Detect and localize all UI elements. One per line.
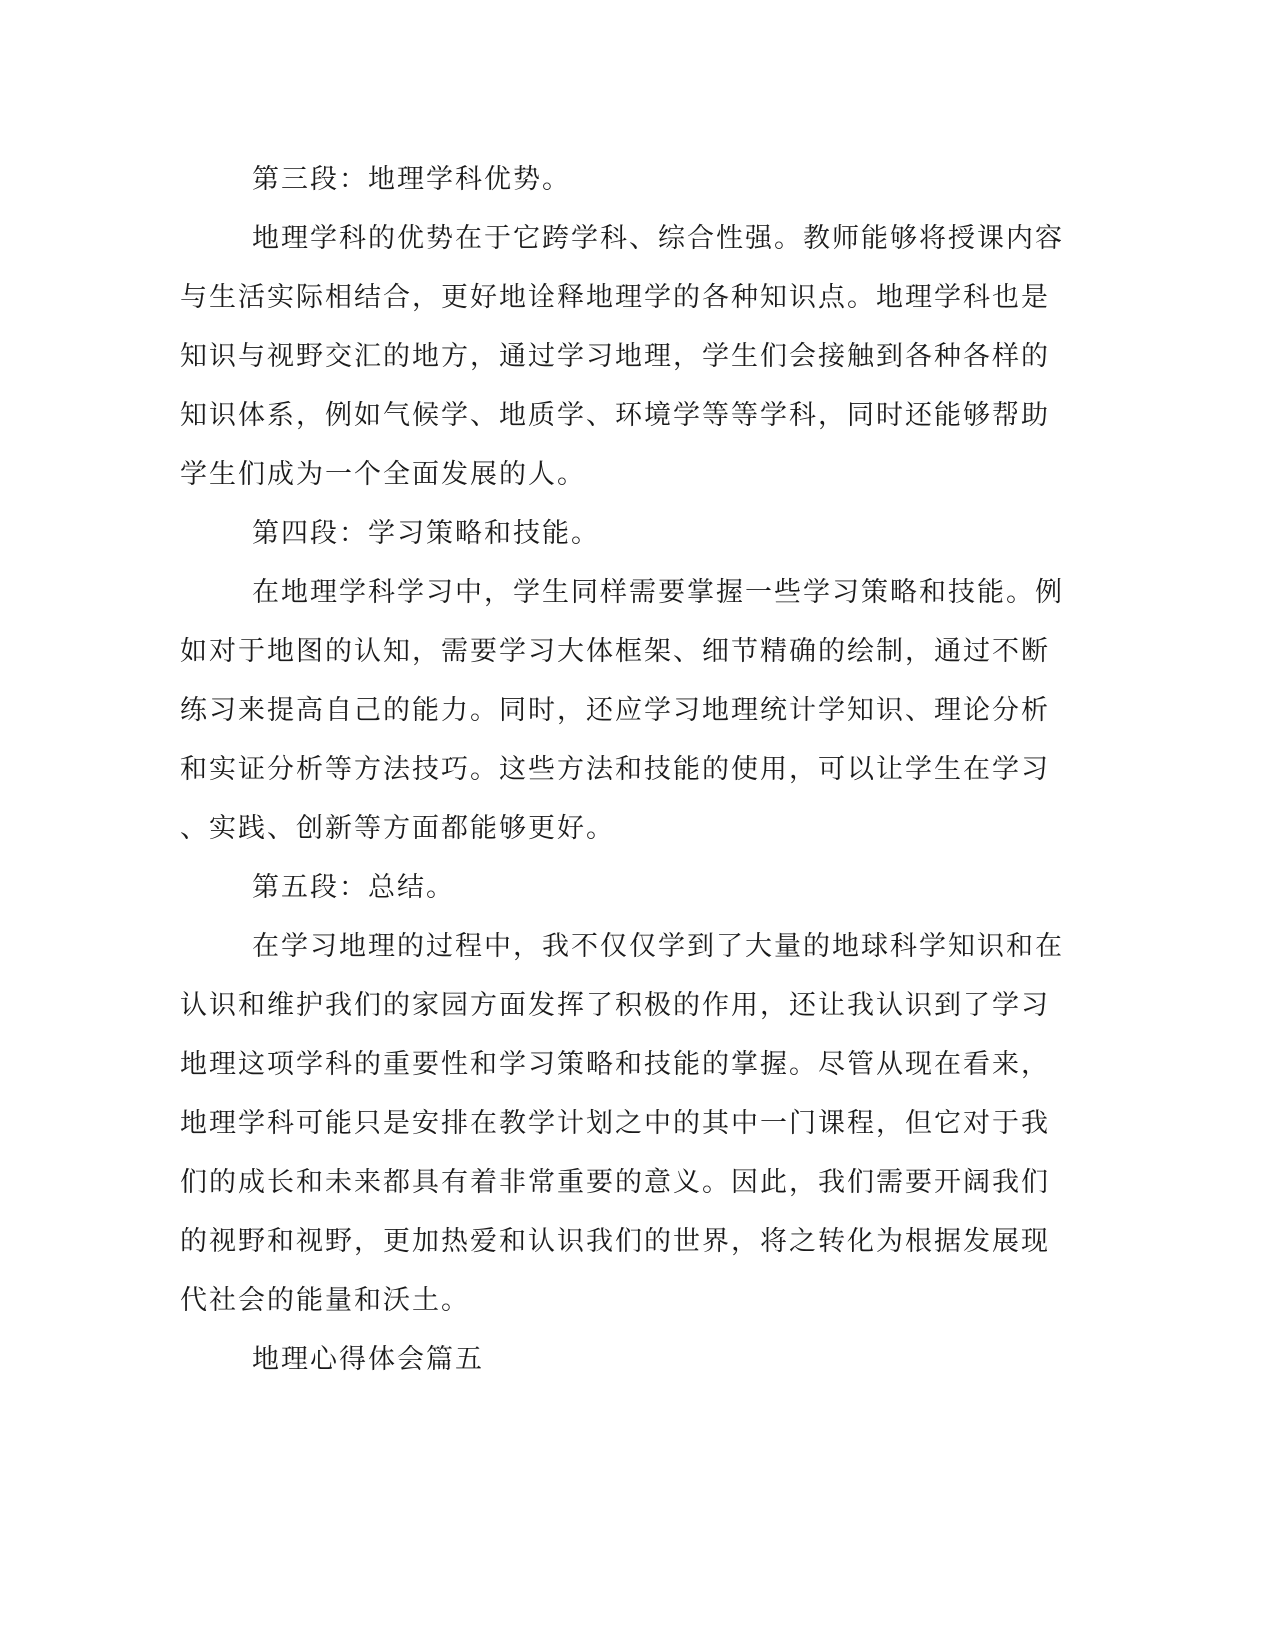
paragraph-line: 地理学科可能只是安排在教学计划之中的其中一门课程，但它对于我 (180, 1108, 1050, 1139)
paragraph-line: 的视野和视野，更加热爱和认识我们的世界，将之转化为根据发展现 (180, 1226, 1050, 1257)
paragraph-line: 学生们成为一个全面发展的人。 (180, 459, 586, 490)
paragraph-line: 地理学科的优势在于它跨学科、综合性强。教师能够将授课内容 (252, 223, 1064, 254)
section-heading-5: 第五段：总结。 (252, 872, 455, 903)
paragraph-line: 、实践、创新等方面都能够更好。 (180, 813, 615, 844)
paragraph-line: 认识和维护我们的家园方面发挥了积极的作用，还让我认识到了学习 (180, 990, 1050, 1021)
paragraph-line: 们的成长和未来都具有着非常重要的意义。因此，我们需要开阔我们 (180, 1167, 1050, 1198)
paragraph-line: 在学习地理的过程中，我不仅仅学到了大量的地球科学知识和在 (252, 931, 1064, 962)
paragraph-line: 和实证分析等方法技巧。这些方法和技能的使用，可以让学生在学习 (180, 754, 1050, 785)
paragraph-line: 与生活实际相结合，更好地诠释地理学的各种知识点。地理学科也是 (180, 282, 1050, 313)
paragraph-line: 代社会的能量和沃土。 (180, 1285, 470, 1316)
paragraph-line: 在地理学科学习中，学生同样需要掌握一些学习策略和技能。例 (252, 577, 1064, 608)
paragraph-line: 知识与视野交汇的地方，通过学习地理，学生们会接触到各种各样的 (180, 341, 1050, 372)
section-heading-3: 第三段：地理学科优势。 (252, 164, 571, 195)
paragraph-line: 知识体系，例如气候学、地质学、环境学等等学科，同时还能够帮助 (180, 400, 1050, 431)
paragraph-line: 地理这项学科的重要性和学习策略和技能的掌握。尽管从现在看来， (180, 1049, 1050, 1080)
article-heading: 地理心得体会篇五 (252, 1344, 484, 1375)
section-heading-4: 第四段：学习策略和技能。 (252, 518, 600, 549)
paragraph-line: 练习来提高自己的能力。同时，还应学习地理统计学知识、理论分析 (180, 695, 1050, 726)
paragraph-line: 如对于地图的认知，需要学习大体框架、细节精确的绘制，通过不断 (180, 636, 1050, 667)
